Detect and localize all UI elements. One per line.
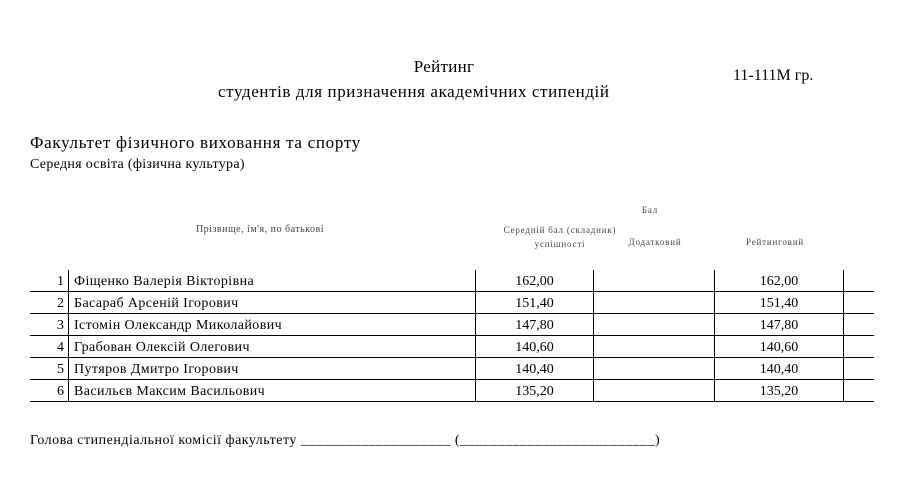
additional-score [594,336,715,358]
row-tail [844,292,875,314]
table-row [30,336,874,358]
student-name: Басараб Арсеній Ігорович [69,292,476,314]
header-bal: Бал [641,205,659,215]
additional-score [594,292,715,314]
row-tail [844,358,875,380]
rating-score: 151,40 [715,292,844,314]
row-number: 4 [30,336,69,358]
rating-score: 147,80 [715,314,844,336]
signature-line: Голова стипендіальної комісії факультету ____________________ (__________________________) [30,433,661,448]
group-label: 11-111М гр. [733,67,814,84]
average-score: 162,00 [476,270,594,292]
average-score: 151,40 [476,292,594,314]
rating-score: 135,20 [715,380,844,402]
table-row [30,358,874,380]
student-name: Фіщенко Валерія Вікторівна [69,270,476,292]
average-score: 140,60 [476,336,594,358]
rating-table [30,270,874,402]
row-number: 3 [30,314,69,336]
row-number: 1 [30,270,69,292]
student-name: Васильєв Максим Васильович [69,380,476,402]
additional-score [594,314,715,336]
header-additional: Додатковий [628,237,682,247]
row-number: 2 [30,292,69,314]
student-name: Грабован Олексій Олегович [69,336,476,358]
faculty-name: Факультет фізичного виховання та спорту [30,133,361,152]
rating-score: 140,40 [715,358,844,380]
row-tail [844,336,875,358]
average-score: 135,20 [476,380,594,402]
program-name: Середня освіта (фізична культура) [30,157,245,172]
header-average: Середній бал (складник) успішності [503,225,617,249]
document-subtitle: студентів для призначення академічних стипендій [218,82,610,101]
header-rating: Рейтинговий [746,237,804,247]
row-number: 6 [30,380,69,402]
row-tail [844,270,875,292]
row-tail [844,314,875,336]
additional-score [594,270,715,292]
table-row [30,292,874,314]
additional-score [594,358,715,380]
table-row [30,314,874,336]
student-name: Істомін Олександр Миколайович [69,314,476,336]
student-name: Путяров Дмитро Ігорович [69,358,476,380]
document-title: Рейтинг [413,57,475,76]
table-row [30,270,874,292]
rating-score: 140,60 [715,336,844,358]
header-name: Прізвище, ім'я, по батькові [195,224,325,235]
row-number: 5 [30,358,69,380]
row-tail [844,380,875,402]
average-score: 140,40 [476,358,594,380]
average-score: 147,80 [476,314,594,336]
additional-score [594,380,715,402]
rating-score: 162,00 [715,270,844,292]
table-row [30,380,874,402]
